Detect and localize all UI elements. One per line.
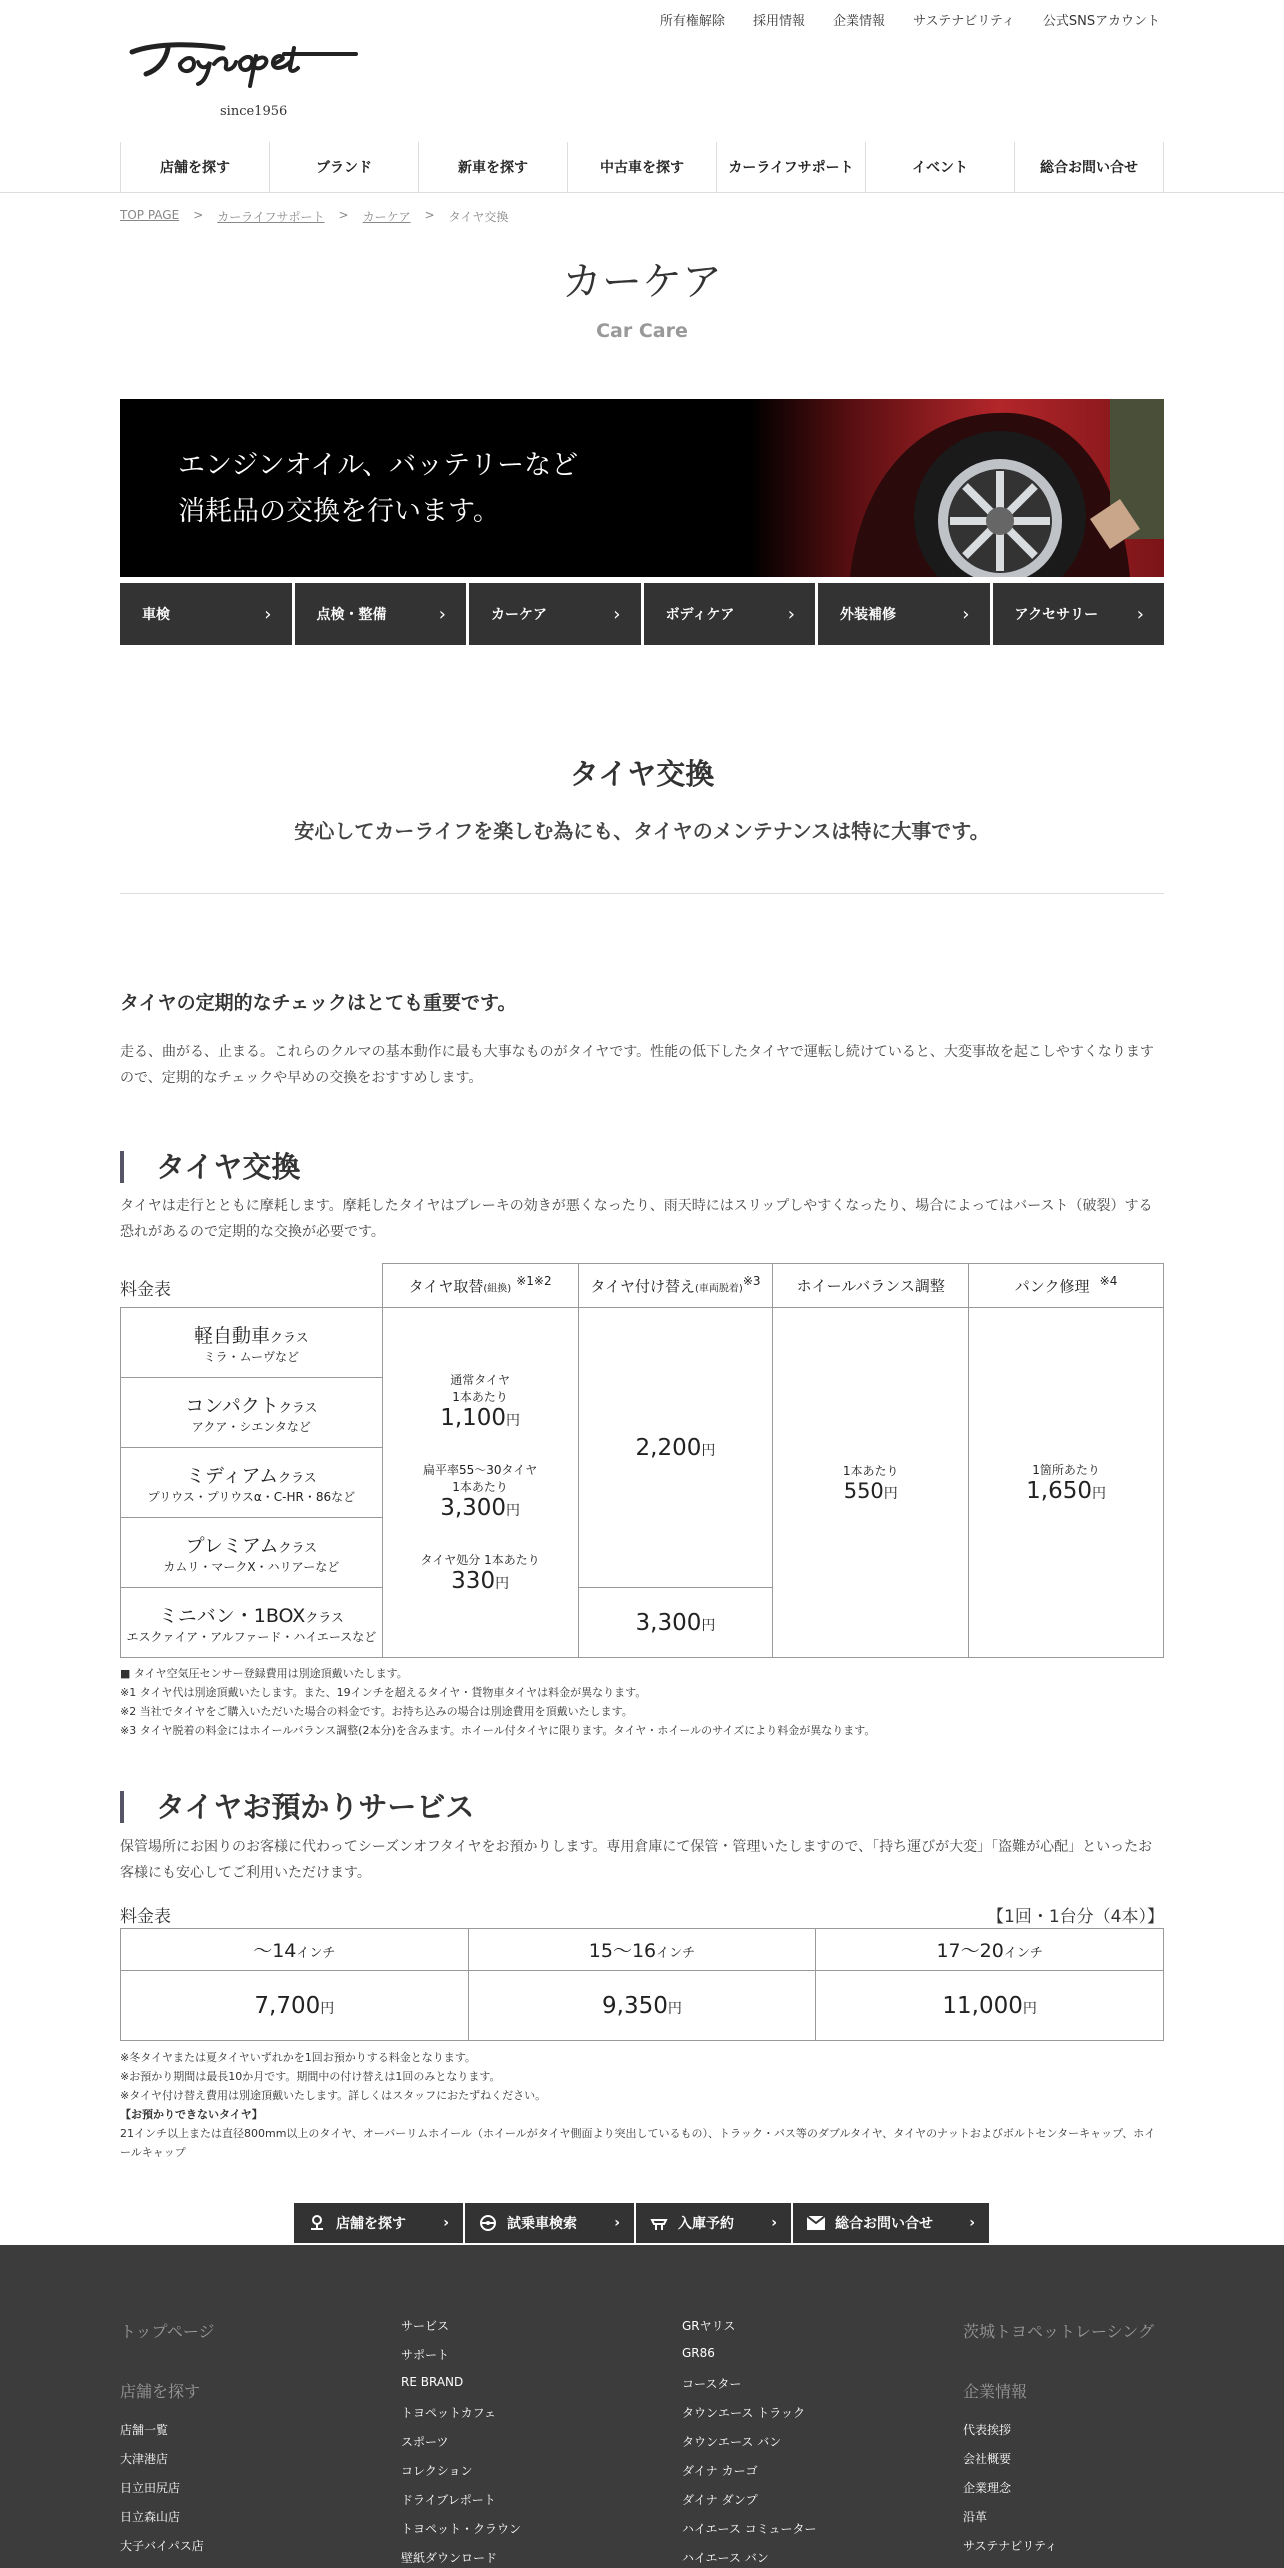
th-replace — [382, 1264, 578, 1308]
balance-price: 550 — [843, 1479, 884, 1503]
footer-link[interactable]: 店舗一覧 — [120, 2423, 169, 2437]
page-title: カーケア — [562, 259, 722, 305]
class-cell — [121, 1588, 383, 1658]
remount-price-1: 2,200 — [635, 1434, 702, 1461]
balance-cell — [773, 1308, 969, 1658]
footer-link[interactable]: サステナビリティ — [963, 2539, 1058, 2553]
balance-unit: 1本あたり — [842, 1464, 899, 1478]
storage-table-label: 料金表 — [120, 1907, 171, 1927]
footer-link[interactable]: 日立田尻店 — [120, 2481, 181, 2495]
yen: 円 — [667, 2000, 682, 2017]
subnav-label: 点検・整備 — [316, 607, 387, 623]
class-suffix: クラス — [278, 1540, 318, 1556]
remount-price-2: 3,300 — [635, 1609, 702, 1636]
breadcrumb-sep: > — [193, 208, 204, 222]
storage-notes — [120, 2048, 1164, 2162]
th-sup: ※1※2 — [516, 1274, 552, 1289]
subnav-inspection[interactable] — [295, 583, 467, 645]
hero-line-2: 消耗品の交換を行います。 — [178, 496, 500, 527]
footer-top-link[interactable]: トップページ — [120, 2322, 215, 2341]
bottom-action-bar — [294, 2203, 989, 2243]
subnav-label: アクセサリー — [1014, 607, 1099, 623]
footer-link[interactable]: ダイナ ダンプ — [682, 2493, 758, 2507]
footer-link[interactable]: ハイエース コミューター — [682, 2522, 817, 2536]
th-sup: ※3 — [742, 1274, 761, 1289]
footer-link[interactable]: トヨペット・クラウン — [401, 2522, 522, 2536]
table-corner — [121, 1264, 383, 1308]
bottom-btn-label: 総合お問い合せ — [835, 2216, 933, 2232]
gnav-carlife-support[interactable]: カーライフサポート — [717, 142, 866, 192]
footer-link[interactable]: ドライブレポート — [401, 2493, 496, 2507]
puncture-price: 1,650 — [1026, 1478, 1092, 1504]
class-name: 軽自動車 — [194, 1324, 271, 1347]
toyopet-logo-mark — [128, 38, 376, 98]
size-unit: インチ — [296, 1946, 336, 1961]
util-link-sns[interactable]: 公式SNSアカウント — [1042, 14, 1160, 29]
gnav-stores[interactable]: 店舗を探す — [121, 142, 270, 192]
class-examples: カムリ・マークX・ハリアーなど — [163, 1559, 340, 1574]
util-link-company[interactable]: 企業情報 — [832, 14, 885, 29]
footer-link[interactable]: 大子バイパス店 — [120, 2539, 204, 2553]
chevron-right-icon: › — [962, 603, 970, 625]
global-nav — [120, 142, 1164, 192]
footer-link[interactable]: 日立森山店 — [120, 2510, 181, 2524]
th-main: タイヤ取替 — [408, 1277, 484, 1296]
class-name: ミディアム — [185, 1464, 279, 1487]
page-subtitle: Car Care — [596, 320, 688, 342]
tool-icon — [650, 2214, 668, 2232]
class-cell — [121, 1518, 383, 1588]
gnav-contact[interactable]: 総合お問い合せ — [1015, 142, 1164, 192]
yen: 円 — [1022, 2000, 1037, 2017]
note-line: ※お預かり期間は最長10か月です。期間中の付け替えは1回のみとなります。 — [120, 2070, 501, 2083]
chevron-right-icon: › — [614, 2215, 620, 2231]
normal-unit: 1本あたり — [452, 1390, 508, 1404]
footer-link[interactable]: スポーツ — [401, 2435, 449, 2449]
note-line: ※タイヤ付け替え費用は別途頂戴いたします。詳しくはスタッフにおたずねください。 — [120, 2089, 547, 2102]
util-link-ownership[interactable]: 所有権解除 — [659, 14, 725, 29]
breadcrumb-support[interactable]: カーライフサポート — [217, 210, 325, 224]
price-cell — [468, 1971, 816, 2041]
price-notes — [120, 1664, 1164, 1740]
check-heading: タイヤの定期的なチェックはとても重要です。 — [120, 992, 517, 1014]
breadcrumb-top[interactable]: TOP PAGE — [120, 208, 180, 222]
breadcrumb-sep: > — [338, 208, 349, 222]
size-cell — [816, 1929, 1164, 1971]
footer-link[interactable]: トヨペットカフェ — [401, 2406, 497, 2420]
exchange-body: タイヤは走行とともに摩耗します。摩耗したタイヤはブレーキの効きが悪くなったり、雨天時にはスリップしやすくなったり、場合によってはバースト（破裂）する恐れがあるので定期的な交換が必要です。 — [120, 1198, 1153, 1240]
section-lead: 安心してカーライフを楽しむ為にも、タイヤのメンテナンスは特に大事です。 — [294, 819, 990, 843]
price-table-label: 料金表 — [120, 1280, 171, 1300]
th-main: タイヤ付け替え — [590, 1277, 696, 1296]
section-divider — [120, 893, 1164, 894]
utility-nav — [660, 10, 1160, 29]
hero-line-1: エンジンオイル、バッテリーなど — [178, 450, 579, 481]
chevron-right-icon: › — [264, 603, 272, 625]
subnav-label: ボディケア — [665, 607, 735, 623]
site-logo[interactable] — [128, 38, 376, 126]
breadcrumb-sep: > — [424, 208, 435, 222]
th-sup: ※4 — [1099, 1274, 1118, 1289]
footer-link[interactable]: タウンエース バン — [682, 2435, 782, 2449]
subnav-shaken[interactable] — [120, 583, 292, 645]
yen: 円 — [320, 2000, 335, 2017]
storage-price-table — [120, 1928, 1164, 2041]
yen: 円 — [701, 1617, 716, 1634]
footer-link[interactable]: ハイエース バン — [682, 2551, 769, 2565]
disposal-label: タイヤ処分 1本あたり — [420, 1553, 540, 1567]
exchange-heading: タイヤ交換 — [120, 1151, 300, 1183]
bottom-btn-contact[interactable] — [793, 2203, 989, 2243]
class-name: プレミアム — [185, 1534, 279, 1557]
gnav-used-cars[interactable]: 中古車を探す — [568, 142, 717, 192]
disposal-price: 330 — [451, 1568, 496, 1594]
flat-price: 3,300 — [440, 1495, 507, 1521]
note-line: ※2 当社でタイヤをご購入いただいた場合の料金です。お持ち込みの場合は別途費用を頂戴いたします。 — [120, 1705, 633, 1718]
class-examples: アクア・シエンタなど — [191, 1419, 311, 1434]
hero-banner — [120, 399, 1164, 577]
mail-icon — [807, 2216, 825, 2230]
chevron-right-icon: › — [787, 603, 795, 625]
storage-body: 保管場所にお困りのお客様に代わってシーズンオフタイヤをお預かりします。専用倉庫にて保管・管理いたしますので、「持ち運びが大変」「盗難が心配」といったお客様にも安心してご利用いただけます。 — [120, 1839, 1153, 1881]
price-cell — [816, 1971, 1164, 2041]
replace-cell — [382, 1308, 578, 1658]
chevron-right-icon: › — [771, 2215, 777, 2231]
storage-price: 11,000 — [942, 1992, 1023, 2019]
th-puncture — [969, 1264, 1164, 1308]
footer-link[interactable]: コースター — [682, 2377, 742, 2391]
flat-unit: 1本あたり — [452, 1480, 508, 1494]
header-divider — [0, 192, 1284, 193]
note-line: ■ タイヤ空気圧センサー登録費用は別途頂戴いたします。 — [120, 1667, 408, 1680]
footer-link[interactable]: タウンエース トラック — [682, 2406, 805, 2420]
subnav-accessory[interactable] — [993, 583, 1165, 645]
yen: 円 — [1092, 1486, 1106, 1502]
footer-link[interactable]: 企業理念 — [963, 2481, 1012, 2495]
footer-link[interactable]: 代表挨拶 — [963, 2423, 1012, 2437]
yen: 円 — [506, 1503, 521, 1519]
th-main: ホイールバランス調整 — [796, 1277, 945, 1295]
footer-link[interactable]: RE BRAND — [401, 2375, 464, 2389]
storage-unit-note: 【1回・1台分（4本）】 — [987, 1907, 1164, 1927]
breadcrumb-carcare[interactable]: カーケア — [362, 210, 411, 224]
chevron-right-icon: › — [969, 2215, 975, 2231]
size-cell — [121, 1929, 469, 1971]
th-balance — [773, 1264, 969, 1308]
footer-company-heading[interactable]: 企業情報 — [963, 2382, 1028, 2401]
puncture-cell — [969, 1308, 1164, 1658]
class-name: ミニバン・1BOX — [158, 1604, 306, 1627]
yen: 円 — [506, 1413, 521, 1429]
chevron-right-icon: › — [1136, 603, 1144, 625]
footer-link[interactable]: GRヤリス — [682, 2319, 736, 2333]
bottom-btn-reservation[interactable] — [636, 2203, 791, 2243]
chevron-right-icon: › — [443, 2215, 449, 2231]
site-footer — [0, 2245, 1284, 2568]
gnav-new-cars[interactable]: 新車を探す — [419, 142, 568, 192]
footer-link[interactable]: サポート — [401, 2348, 450, 2362]
footer-link[interactable]: 沿革 — [963, 2510, 988, 2524]
note-line: 【お預かりできないタイヤ】 — [120, 2108, 263, 2121]
class-cell — [121, 1448, 383, 1518]
breadcrumb — [120, 208, 508, 225]
chevron-right-icon: › — [613, 603, 621, 625]
size-value: ～14 — [253, 1940, 297, 1962]
size-unit: インチ — [656, 1946, 696, 1961]
subnav-label: 車検 — [142, 607, 170, 623]
tire-price-table — [120, 1263, 1164, 1658]
price-cell — [121, 1971, 469, 2041]
yen: 円 — [883, 1486, 898, 1502]
footer-racing-link[interactable]: 茨城トヨペットレーシング — [963, 2322, 1154, 2341]
hero-text — [178, 443, 578, 535]
class-suffix: クラス — [305, 1610, 344, 1626]
normal-label: 通常タイヤ — [450, 1373, 510, 1387]
bottom-btn-stores[interactable] — [294, 2203, 463, 2243]
remount-cell — [578, 1308, 773, 1588]
section-title: タイヤ交換 — [569, 757, 715, 791]
th-sub: (車両脱着) — [695, 1283, 743, 1295]
puncture-unit: 1箇所あたり — [1032, 1463, 1100, 1477]
size-cell — [468, 1929, 816, 1971]
steering-icon — [479, 2214, 497, 2232]
normal-price: 1,100 — [440, 1405, 507, 1431]
storage-price: 7,700 — [254, 1992, 321, 2019]
storage-price: 9,350 — [602, 1992, 668, 2019]
footer-link[interactable]: サービス — [401, 2319, 450, 2333]
subnav-bodycare[interactable] — [644, 583, 816, 645]
footer-link[interactable]: コレクション — [401, 2464, 473, 2478]
note-line: 21インチ以上または直径800mm以上のタイヤ、オーバーリムホイール（ホイールがタイヤ側面より突出しているもの）、トラック・バス等のダブルタイヤ、タイヤのナットおよびボルトセンターキャップ、ホイールキャップ — [120, 2127, 1156, 2159]
bottom-btn-label: 入庫予約 — [678, 2216, 734, 2232]
util-link-sustainability[interactable]: サステナビリティ — [912, 14, 1015, 29]
footer-link[interactable]: ダイナ カーゴ — [682, 2464, 758, 2478]
class-cell — [121, 1308, 383, 1378]
footer-link[interactable]: GR86 — [682, 2346, 715, 2360]
subnav-label: カーケア — [491, 607, 547, 623]
class-examples: ミラ・ムーヴなど — [203, 1349, 300, 1364]
footer-stores-heading[interactable]: 店舗を探す — [120, 2382, 201, 2401]
size-value: 15～16 — [588, 1940, 657, 1962]
flat-label: 扁平率55～30タイヤ — [422, 1463, 538, 1477]
breadcrumb-current: タイヤ交換 — [448, 210, 509, 224]
pin-icon — [308, 2214, 326, 2232]
logo-since: since1956 — [220, 104, 288, 119]
class-examples: プリウス・プリウスα・C-HR・86など — [147, 1489, 356, 1504]
th-remount — [578, 1264, 773, 1308]
bottom-btn-testdrive[interactable] — [465, 2203, 634, 2243]
class-suffix: クラス — [270, 1330, 309, 1346]
bottom-btn-label: 試乗車検索 — [507, 2216, 577, 2232]
footer-link[interactable]: 大津港店 — [120, 2452, 169, 2466]
bottom-btn-label: 店舗を探す — [336, 2216, 406, 2232]
gnav-events[interactable]: イベント — [866, 142, 1015, 192]
note-line: ※1 タイヤ代は別途頂戴いたします。また、19インチを超えるタイヤ・貨物車タイヤは料金が異なります。 — [120, 1686, 647, 1699]
subnav-label: 外装補修 — [840, 607, 896, 623]
subnav-exterior-repair[interactable] — [818, 583, 990, 645]
note-line: ※冬タイヤまたは夏タイヤいずれかを1回お預かりする料金となります。 — [120, 2051, 476, 2064]
size-unit: インチ — [1003, 1946, 1043, 1961]
class-suffix: クラス — [278, 1470, 317, 1486]
note-line: ※3 タイヤ脱着の料金にはホイールバランス調整(2本分)を含みます。ホイール付タイヤに限ります。タイヤ・ホイールのサイズにより料金が異なります。 — [120, 1724, 876, 1737]
remount-cell-minivan — [578, 1588, 773, 1658]
class-cell — [121, 1378, 383, 1448]
chevron-right-icon: › — [438, 603, 446, 625]
footer-link[interactable]: 壁紙ダウンロード — [401, 2551, 498, 2565]
class-examples: エスクァイア・アルファード・ハイエースなど — [126, 1629, 377, 1644]
class-name: コンパクト — [185, 1394, 279, 1417]
th-sub: (組換) — [483, 1283, 512, 1295]
carlife-subnav — [120, 583, 1164, 645]
car-tire-image — [750, 399, 1164, 577]
yen: 円 — [701, 1442, 716, 1459]
subnav-carcare[interactable] — [469, 583, 641, 645]
util-link-recruit[interactable]: 採用情報 — [752, 14, 805, 29]
size-value: 17～20 — [936, 1940, 1004, 1962]
check-body: 走る、曲がる、止まる。これらのクルマの基本動作に最も大事なものがタイヤです。性能の低下したタイヤで運転し続けていると、大変事故を起こしやすくなりますので、定期的なチェックや早めの交換をおすすめします。 — [120, 1044, 1154, 1086]
th-main: パンク修理 — [1014, 1277, 1090, 1296]
gnav-brand[interactable]: ブランド — [270, 142, 419, 192]
footer-link[interactable]: 会社概要 — [963, 2452, 1012, 2466]
storage-heading: タイヤお預かりサービス — [120, 1791, 474, 1823]
class-suffix: クラス — [278, 1400, 318, 1416]
yen: 円 — [495, 1576, 510, 1592]
